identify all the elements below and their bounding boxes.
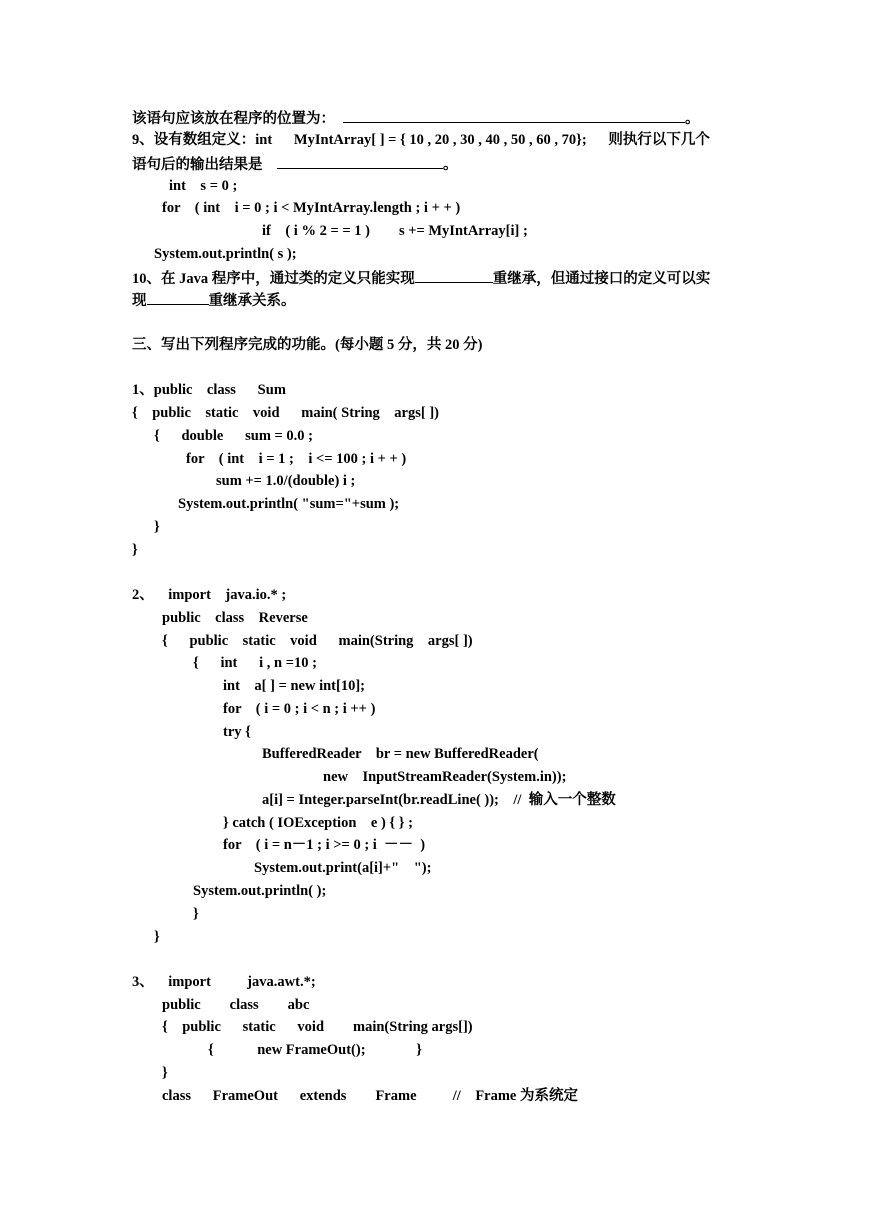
p2-code-line: System.out.println( ); xyxy=(193,883,327,899)
q10-line-2 xyxy=(132,290,296,310)
p2-code-line: { public static void main(String args[ ]) xyxy=(162,633,473,649)
p1-code-line: for ( int i = 1 ; i <= 100 ; i + + ) xyxy=(186,451,407,467)
q10-blank-1 xyxy=(415,268,493,283)
p3-code-line: } xyxy=(162,1065,168,1081)
q8-line xyxy=(132,108,700,128)
p1-code-line: } xyxy=(154,519,160,535)
q9-line-2 xyxy=(132,154,458,174)
q9-code-line: for ( int i = 0 ; i < MyIntArray.length ; i + + ) xyxy=(162,200,461,216)
p2-code-line: for ( i = n－1 ; i >= 0 ; i －－ ) xyxy=(223,837,426,853)
p1-code-line: { double sum = 0.0 ; xyxy=(154,428,313,444)
p3-code-line: { public static void main(String args[]) xyxy=(162,1019,473,1035)
q9-line-1: 9、设有数组定义：int MyIntArray[ ] = { 10 , 20 , 30 , 40 , 50 , 60 , 70}; 则执行以下几个 xyxy=(132,132,710,148)
q10-line-1 xyxy=(132,268,710,288)
q9-code-line: if ( i % 2 = = 1 ) s += MyIntArray[i] ; xyxy=(262,223,528,239)
q9-answer-blank xyxy=(277,154,443,169)
q9-code-line: int s = 0 ; xyxy=(169,178,238,194)
p2-code-line: public class Reverse xyxy=(162,610,308,626)
p3-code-line: 3、 import java.awt.*; xyxy=(132,974,316,990)
p2-code-line: } xyxy=(154,929,160,945)
q8-answer-blank xyxy=(343,108,685,123)
p2-code-line: a[i] = Integer.parseInt(br.readLine( )); // 输入一个整数 xyxy=(262,792,616,808)
p3-code-line: class FrameOut extends Frame // Frame 为系统定 xyxy=(162,1088,578,1104)
q10-line-2-a: 现 xyxy=(132,293,147,309)
p1-code-line: System.out.println( "sum="+sum ); xyxy=(178,496,400,512)
section-heading: 三、写出下列程序完成的功能。(每小题 5 分，共 20 分) xyxy=(132,337,483,353)
q10-line-1-b: 重继承，但通过接口的定义可以实 xyxy=(492,271,711,287)
q10-line-2-b: 重继承关系。 xyxy=(208,293,296,309)
q8-text: 该语句应该放在程序的位置为： xyxy=(132,111,335,127)
q9-code-line: System.out.println( s ); xyxy=(154,246,297,262)
p2-code-line: BufferedReader br = new BufferedReader( xyxy=(262,746,539,762)
p2-code-line: System.out.print(a[i]+" "); xyxy=(254,860,432,876)
p2-code-line: int a[ ] = new int[10]; xyxy=(223,678,365,694)
q8-end: 。 xyxy=(685,111,700,127)
q10-line-1-a: 10、在 Java 程序中，通过类的定义只能实现 xyxy=(132,271,415,287)
p2-code-line: for ( i = 0 ; i < n ; i ++ ) xyxy=(223,701,376,717)
p3-code-line: public class abc xyxy=(162,997,310,1013)
q9-line-2-text: 语句后的输出结果是 xyxy=(132,157,277,173)
p1-code-line: 1、public class Sum xyxy=(132,382,286,398)
p2-code-line: { int i , n =10 ; xyxy=(193,655,317,671)
p1-code-line: sum += 1.0/(double) i ; xyxy=(216,473,356,489)
p2-code-line: } xyxy=(193,906,199,922)
p3-code-line: { new FrameOut(); } xyxy=(208,1042,422,1058)
p2-code-line: } catch ( IOException e ) { } ; xyxy=(223,815,413,831)
q10-blank-2 xyxy=(147,290,209,305)
q9-line-2-end: 。 xyxy=(443,157,458,173)
p2-code-line: new InputStreamReader(System.in)); xyxy=(323,769,567,785)
p1-code-line: } xyxy=(132,542,138,558)
p1-code-line: { public static void main( String args[ ]) xyxy=(132,405,439,421)
p2-code-line: try { xyxy=(223,724,251,740)
p2-code-line: 2、 import java.io.* ; xyxy=(132,587,287,603)
